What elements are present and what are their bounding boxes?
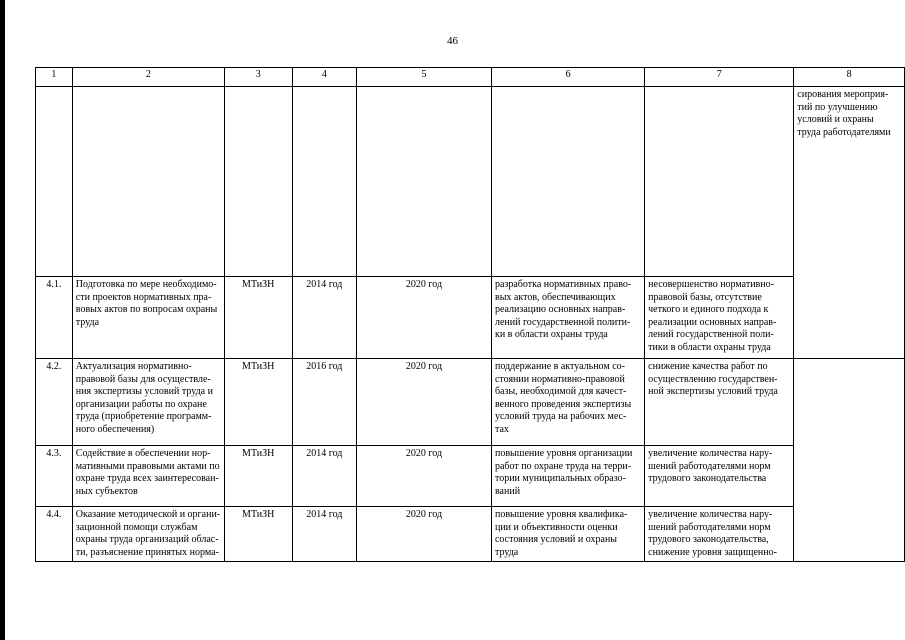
continuation-text: сирования мероприя- тий по улучшению условий и охраны труда работодателями — [797, 89, 891, 138]
table-row — [36, 277, 905, 359]
start-year: 2016 год — [292, 359, 356, 446]
row-number: 4.3. — [36, 446, 73, 507]
table-row — [36, 359, 905, 446]
measure-name: Содействие в обеспечении нор- мативными правовыми актами по охране труда всех заинтересован- ных субъектов — [72, 446, 224, 507]
empty-cell — [72, 87, 224, 277]
header-cell: 5 — [357, 68, 492, 87]
measures-table — [35, 67, 905, 562]
executor: МТиЗН — [224, 507, 292, 562]
table-row — [36, 446, 905, 507]
start-year: 2014 год — [292, 277, 356, 359]
expected-result: повышение уровня организации работ по охране труда на терри- тории муниципальных образо- ваний — [491, 446, 644, 507]
scan-edge — [0, 0, 5, 640]
page-number: 46 — [447, 35, 458, 47]
executor: МТиЗН — [224, 446, 292, 507]
consequence: увеличение количества нару- шений работодателями норм трудового законодательства, снижение уровня защищенно- — [645, 507, 794, 562]
end-year: 2020 год — [357, 507, 492, 562]
end-year: 2020 год — [357, 446, 492, 507]
measure-name: Оказание методической и органи- зационной помощи службам охраны труда организаций облас- ти, разъяснение принятых норма- — [72, 507, 224, 562]
row-number: 4.4. — [36, 507, 73, 562]
header-cell: 4 — [292, 68, 356, 87]
continuation-text-cell — [794, 87, 905, 359]
header-cell: 1 — [36, 68, 73, 87]
continuation-row — [36, 87, 905, 277]
start-year: 2014 год — [292, 507, 356, 562]
executor: МТиЗН — [224, 359, 292, 446]
consequence: увеличение количества нару- шений работодателями норм трудового законодательства — [645, 446, 794, 507]
empty-cell — [645, 87, 794, 277]
measure-name: Актуализация нормативно- правовой базы для осуществле- ния экспертизы условий труда и организации работы по охране труда (приобретение программ- ного обеспечения) — [72, 359, 224, 446]
end-year: 2020 год — [357, 277, 492, 359]
end-year: 2020 год — [357, 359, 492, 446]
consequence: несовершенство нормативно- правовой базы, отсутствие четкого и единого подхода к реализации основных направ- лений государственной поли- тики в области охраны труда — [645, 277, 794, 359]
empty-cell — [36, 87, 73, 277]
header-cell: 3 — [224, 68, 292, 87]
empty-cell — [224, 87, 292, 277]
header-cell: 8 — [794, 68, 905, 87]
row-number: 4.1. — [36, 277, 73, 359]
measure-name: Подготовка по мере необходимо- сти проектов нормативных пра- вовых актов по вопросам охраны труда — [72, 277, 224, 359]
expected-result: разработка нормативных право- вых актов, обеспечивающих реализацию основных направ- лений государственной полити- ки в области охраны труда — [491, 277, 644, 359]
start-year: 2014 год — [292, 446, 356, 507]
header-cell: 7 — [645, 68, 794, 87]
row-number: 4.2. — [36, 359, 73, 446]
header-row — [36, 68, 905, 87]
empty-cell — [292, 87, 356, 277]
expected-result: поддержание в актуальном со- стоянии нормативно-правовой базы, необходимой для качест- венного проведения экспертизы условий труда на рабочих мес- тах — [491, 359, 644, 446]
empty-cell — [357, 87, 492, 277]
table-row — [36, 507, 905, 562]
empty-cell — [794, 359, 905, 562]
executor: МТиЗН — [224, 277, 292, 359]
empty-cell — [491, 87, 644, 277]
header-cell: 2 — [72, 68, 224, 87]
expected-result: повышение уровня квалифика- ции и объективности оценки состояния условий и охраны труда — [491, 507, 644, 562]
consequence: снижение качества работ по осуществлению государствен- ной экспертизы условий труда — [645, 359, 794, 446]
header-cell: 6 — [491, 68, 644, 87]
